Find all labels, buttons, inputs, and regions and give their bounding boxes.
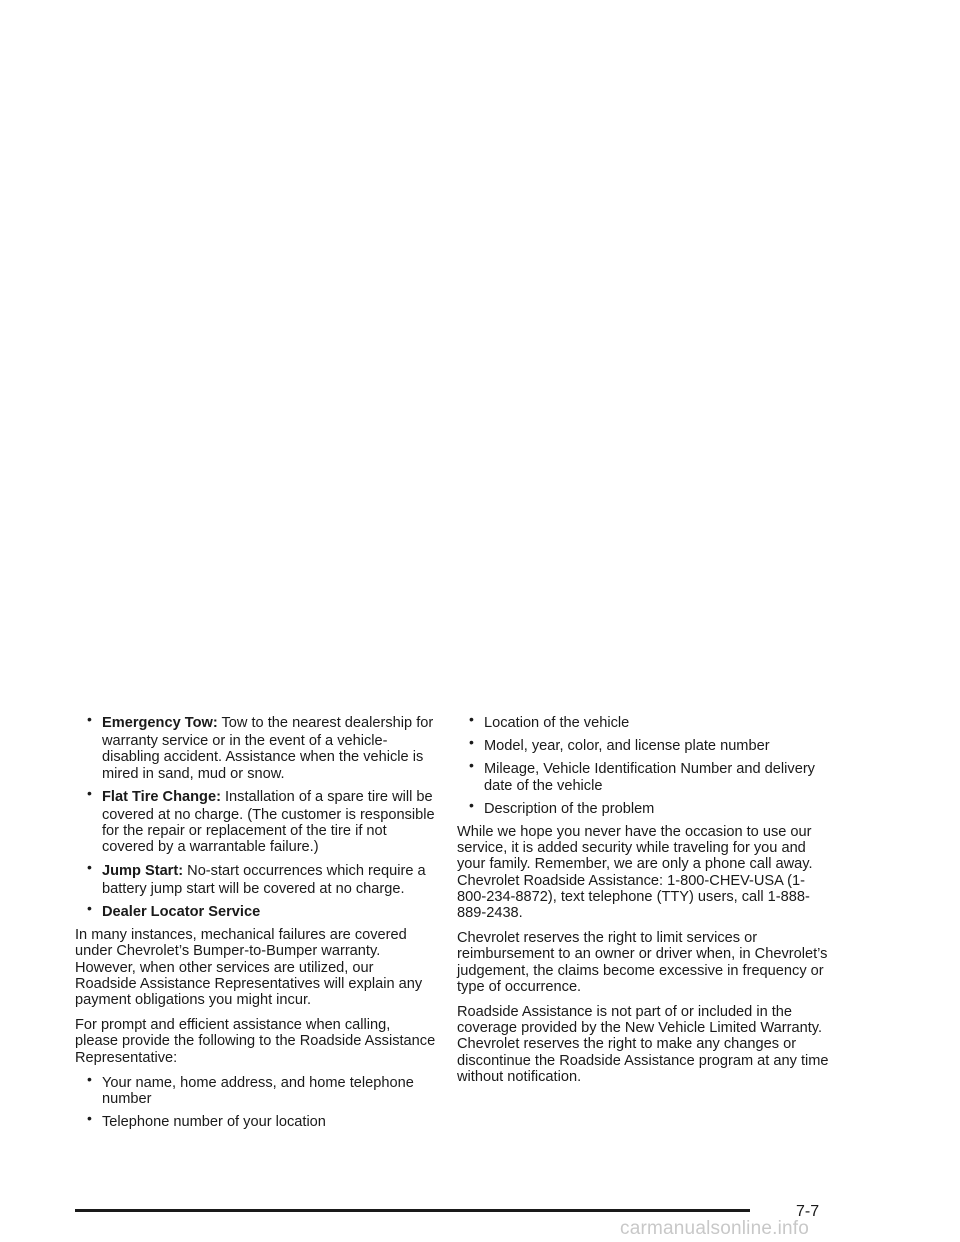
footer-rule (75, 1209, 750, 1212)
paragraph-prompt-assistance: For prompt and efficient assistance when calling, please provide the following to the Roadside Assistance Representative: (75, 1017, 436, 1066)
bullet-icon: • (87, 1070, 92, 1087)
paragraph-contact-info: While we hope you never have the occasion to use our service, it is added security while traveling for you and your family. Remember, we are only a phone call away. Chevrolet Roadside Assistance: 1-800-CHEV-USA (1-800-234-8872), text telephone (TTY) users, call 1-888-889-2438. (457, 824, 813, 922)
service-text: Installation of a spare tire will be (225, 788, 433, 805)
service-item-flat-tire-change (75, 784, 437, 856)
service-text: warranty service or in the event of a vehicle-disabling accident. Assistance when the vehicle is mired in sand, mud or snow. (102, 733, 424, 782)
service-label: Jump Start: (102, 862, 184, 879)
info-text: Description of the problem (484, 800, 655, 817)
info-text: Model, year, color, and license plate number (484, 738, 770, 755)
service-text: Tow to the nearest dealership for (221, 715, 434, 731)
info-item (457, 734, 832, 755)
service-text: No-start occurrences which require a (187, 862, 426, 879)
info-item (457, 796, 832, 817)
service-item-emergency-tow (75, 711, 437, 782)
bullet-icon: • (469, 734, 474, 751)
left-column (75, 711, 437, 1137)
service-label: Emergency Tow: (102, 715, 218, 731)
info-item (75, 1070, 437, 1108)
bullet-icon: • (87, 784, 92, 801)
info-text: Your name, home address, and home telephone number (102, 1074, 414, 1108)
paragraph-limit-services: Chevrolet reserves the right to limit services or reimbursement to an owner or driver when, in Chevrolet’s judgement, the claims become excessive in frequency or type of occurrence. (457, 930, 828, 995)
info-text: Location of the vehicle (484, 715, 630, 731)
bullet-icon: • (87, 711, 92, 727)
info-item (457, 757, 832, 794)
bullet-icon: • (87, 1110, 92, 1127)
bullet-icon: • (87, 900, 92, 917)
service-item-dealer-locator (75, 900, 437, 921)
info-item (457, 711, 832, 731)
service-item-jump-start (75, 858, 437, 897)
info-text: Telephone number of your location (102, 1114, 326, 1131)
service-text: battery jump start will be covered at no charge. (102, 880, 405, 897)
info-text: Mileage, Vehicle Identification Number and delivery date of the vehicle (484, 761, 815, 794)
bullet-icon: • (469, 711, 474, 727)
page-number: 7-7 (796, 1203, 820, 1220)
service-label: Flat Tire Change: (102, 788, 221, 805)
bullet-icon: • (87, 858, 92, 875)
right-column (457, 711, 832, 1094)
service-label: Dealer Locator Service (102, 904, 261, 921)
bullet-icon: • (469, 757, 474, 774)
info-item (75, 1110, 437, 1131)
service-text: covered at no charge. (The customer is responsible for the repair or replacement of the tire if not covered by a warrantable failure.) (102, 807, 435, 856)
bullet-icon: • (469, 796, 474, 813)
paragraph-not-warranty: Roadside Assistance is not part of or included in the coverage provided by the New Vehicle Limited Warranty. Chevrolet reserves the right to make any changes or discontinue the Roadside Assistance program at any time without notification. (457, 1004, 829, 1085)
watermark: carmanualsonline.info (620, 1218, 810, 1239)
paragraph-mechanical-failures: In many instances, mechanical failures are covered under Chevrolet’s Bumper-to-Bumper warranty. However, when other services are utilized, our Roadside Assistance Representatives will explain any payment obligations you might incur. (75, 927, 423, 1009)
